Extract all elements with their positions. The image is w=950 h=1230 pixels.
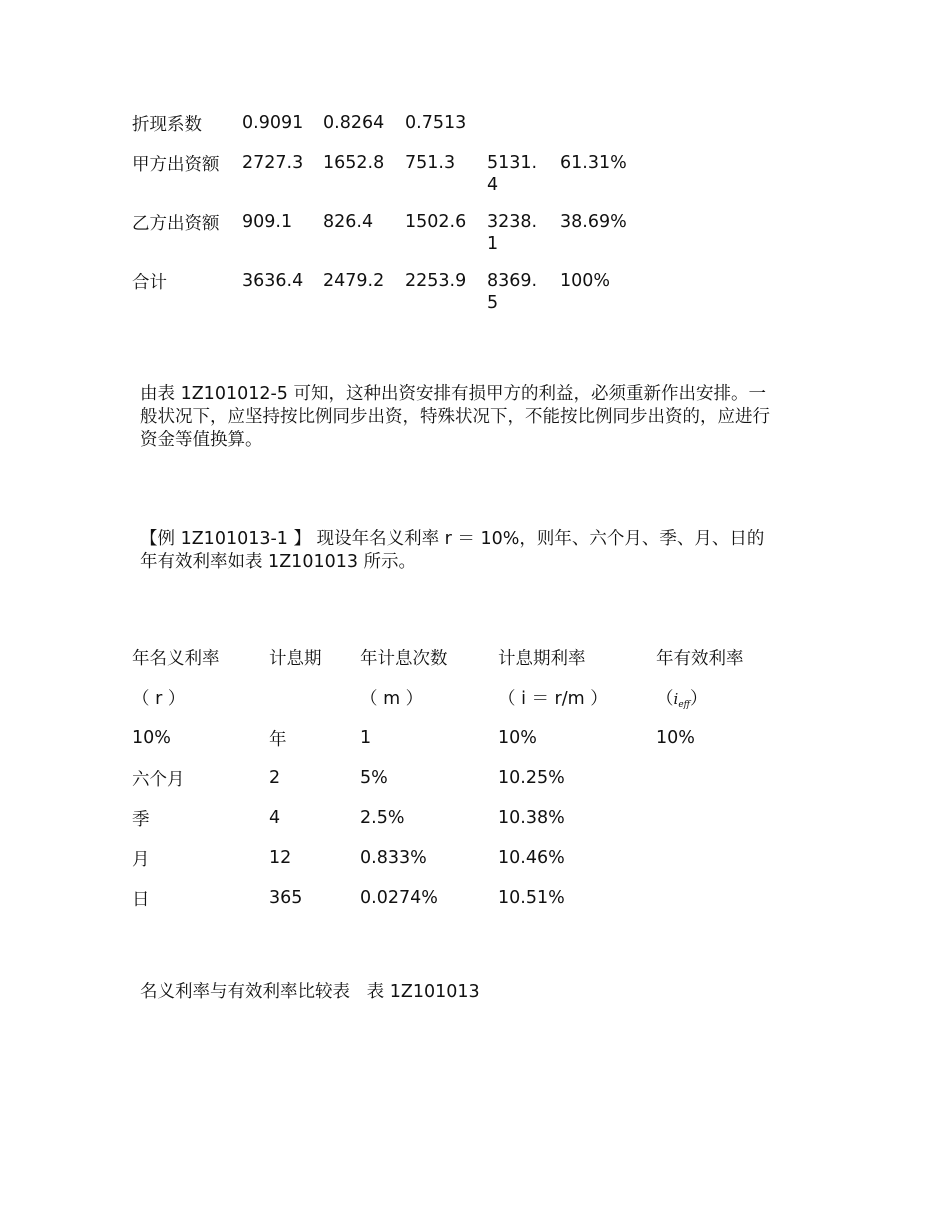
table-cell: 10% <box>498 728 537 748</box>
table-cell: 38.69% <box>560 212 627 232</box>
table-caption: 名义利率与有效利率比较表 表 1Z101013 <box>140 982 480 1002</box>
table-cell: 六个月 <box>132 770 185 790</box>
table-cell: 10.46% <box>498 848 565 868</box>
example-paragraph <box>140 528 820 574</box>
paragraph-line: 资金等值换算。 <box>140 430 263 450</box>
paragraph-line: 年有效利率如表 1Z101013 所示。 <box>140 552 417 572</box>
table-cell: 1502.6 <box>405 212 467 232</box>
table-cell: 月 <box>132 850 150 870</box>
open-paren: （ <box>656 689 674 709</box>
column-subheader: （ m ） <box>360 689 424 709</box>
table-cell: 5131. <box>487 153 538 173</box>
table-cell: 10.25% <box>498 768 565 788</box>
table-cell: 年 <box>269 730 287 750</box>
table-cell: 2253.9 <box>405 271 467 291</box>
table-cell: 10% <box>656 728 695 748</box>
table-cell: 0.833% <box>360 848 427 868</box>
table-cell: 10% <box>132 728 171 748</box>
table-cell: 乙方出资额 <box>132 214 220 234</box>
table-cell: 2 <box>269 768 281 788</box>
table-cell: 12 <box>269 848 292 868</box>
table-cell: 10.51% <box>498 888 565 908</box>
table-cell: 826.4 <box>323 212 374 232</box>
ieff-symbol: $i_{eff}$ <box>673 690 691 710</box>
table-cell: 10.38% <box>498 808 565 828</box>
close-paren: ） <box>690 689 708 709</box>
table-cell: 61.31% <box>560 153 627 173</box>
table-cell: 0.0274% <box>360 888 438 908</box>
table-cell: 4 <box>487 175 499 195</box>
table-cell: 合计 <box>132 273 167 293</box>
paragraph-line: 【例 1Z101013-1 】 现设年名义利率 r ＝ 10%，则年、六个月、季、月、日的 <box>140 529 765 549</box>
table-cell: 8369. <box>487 271 538 291</box>
table-cell: 1652.8 <box>323 153 385 173</box>
table-cell: 751.3 <box>405 153 456 173</box>
column-header: 年计息次数 <box>360 649 448 669</box>
table-cell: 0.8264 <box>323 113 385 133</box>
column-header: 年名义利率 <box>132 649 220 669</box>
table-cell: 日 <box>132 890 150 910</box>
table-cell: 365 <box>269 888 303 908</box>
table-cell: 0.7513 <box>405 113 467 133</box>
table-cell: 2479.2 <box>323 271 385 291</box>
column-header: 计息期 <box>269 649 322 669</box>
table-cell: 甲方出资额 <box>132 155 220 175</box>
table-cell: 100% <box>560 271 611 291</box>
column-subheader: （ r ） <box>132 689 186 709</box>
table-cell: 2.5% <box>360 808 405 828</box>
table-cell: 5% <box>360 768 388 788</box>
column-header: 年有效利率 <box>656 649 744 669</box>
table-cell: 4 <box>269 808 281 828</box>
table-cell: 909.1 <box>242 212 293 232</box>
paragraph-line: 由表 1Z101012-5 可知，这种出资安排有损甲方的利益，必须重新作出安排。一 <box>140 384 766 404</box>
table-cell: 0.9091 <box>242 113 304 133</box>
table-cell: 2727.3 <box>242 153 304 173</box>
body-paragraph <box>140 383 820 452</box>
table-cell: 3238. <box>487 212 538 232</box>
column-subheader: （ i ＝ r/m ） <box>498 689 608 709</box>
table-cell: 季 <box>132 810 150 830</box>
table-cell: 5 <box>487 293 499 313</box>
column-header: 计息期利率 <box>498 649 586 669</box>
table-cell: 1 <box>360 728 372 748</box>
column-subheader <box>656 689 708 716</box>
paragraph-line: 般状况下，应坚持按比例同步出资，特殊状况下，不能按比例同步出资的，应进行 <box>140 407 770 427</box>
table-cell: 折现系数 <box>132 115 202 135</box>
table-cell: 3636.4 <box>242 271 304 291</box>
table-cell: 1 <box>487 234 499 254</box>
